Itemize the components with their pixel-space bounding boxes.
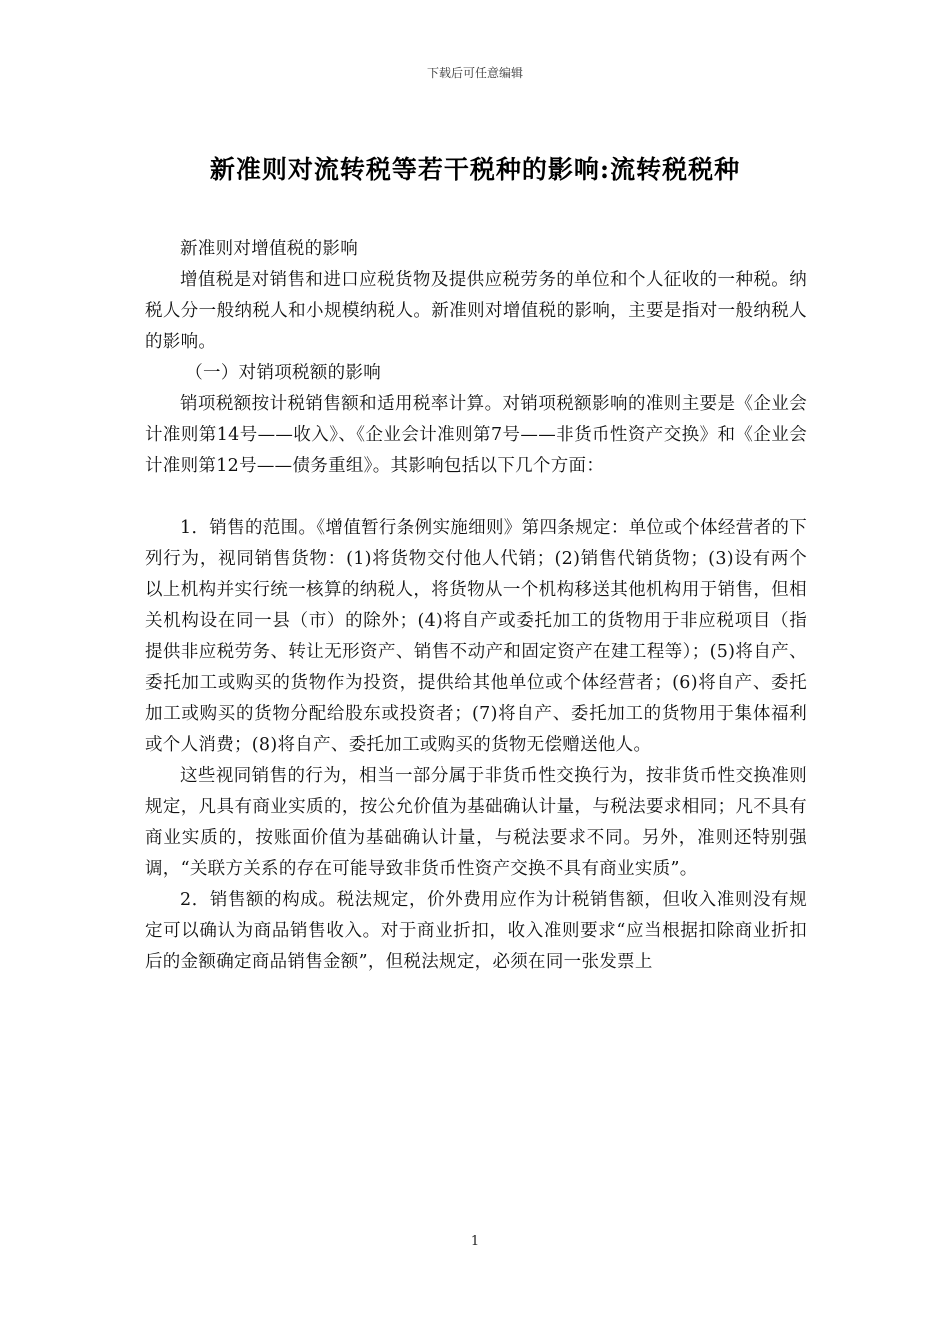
paragraph-vat-definition: 增值税是对销售和进口应税货物及提供应税劳务的单位和个人征收的一种税。纳税人分一般纳税人和小规模纳税人。新准则对增值税的影响，主要是指对一般纳税人的影响。 (145, 270, 807, 352)
section-heading-output-tax: （一）对销项税额的影响 (185, 363, 382, 383)
document-body (145, 234, 807, 978)
paragraph-heading-vat: 新准则对增值税的影响 (180, 239, 358, 259)
page-number: 1 (470, 1234, 480, 1249)
paragraph-deemed-sales: 这些视同销售的行为，相当一部分属于非货币性交换行为，按非货币性交换准则规定，凡具有商业实质的，按公允价值为基础确认计量，与税法要求相同；凡不具有商业实质的，按账面价值为基础确认计量，与税法要求不同。另外，准则还特别强调，“关联方关系的存在可能导致非货币性资产交换不具有商业实质”。 (145, 766, 807, 879)
paragraph-sales-scope: 1．销售的范围。《增值暂行条例实施细则》第四条规定：单位或个体经营者的下列行为，视同销售货物：(1)将货物交付他人代销；(2)销售代销货物；(3)设有两个以上机构并实行统一核算的纳税人，将货物从一个机构移送其他机构用于销售，但相关机构设在同一县（市）的除外；(4)将自产或委托加工的货物用于非应税项目（指提供非应税劳务、转让无形资产、销售不动产和固定资产在建工程等）；(5)将自产、委托加工或购买的货物作为投资，提供给其他单位或个体经营者；(6)将自产、委托加工或购买的货物分配给股东或投资者；(7)将自产、委托加工的货物用于集体福利或个人消费；(8)将自产、委托加工或购买的货物无偿赠送他人。 (145, 518, 807, 755)
document-title: 新准则对流转税等若干税种的影响:流转税税种 (209, 155, 741, 184)
paragraph-sales-amount: 2．销售额的构成。税法规定，价外费用应作为计税销售额，但收入准则没有规定可以确认为商品销售收入。对于商业折扣，收入准则要求“应当根据扣除商业折扣后的金额确定商品销售金额”，但税法规定，必须在同一张发票上 (145, 890, 807, 972)
paragraph-output-tax: 销项税额按计税销售额和适用税率计算。对销项税额影响的准则主要是《企业会计准则第14号——收入》、《企业会计准则第7号——非货币性资产交换》和《企业会计准则第12号——债务重组》。其影响包括以下几个方面： (145, 394, 807, 476)
page-header-note: 下载后可任意编辑 (426, 66, 523, 80)
